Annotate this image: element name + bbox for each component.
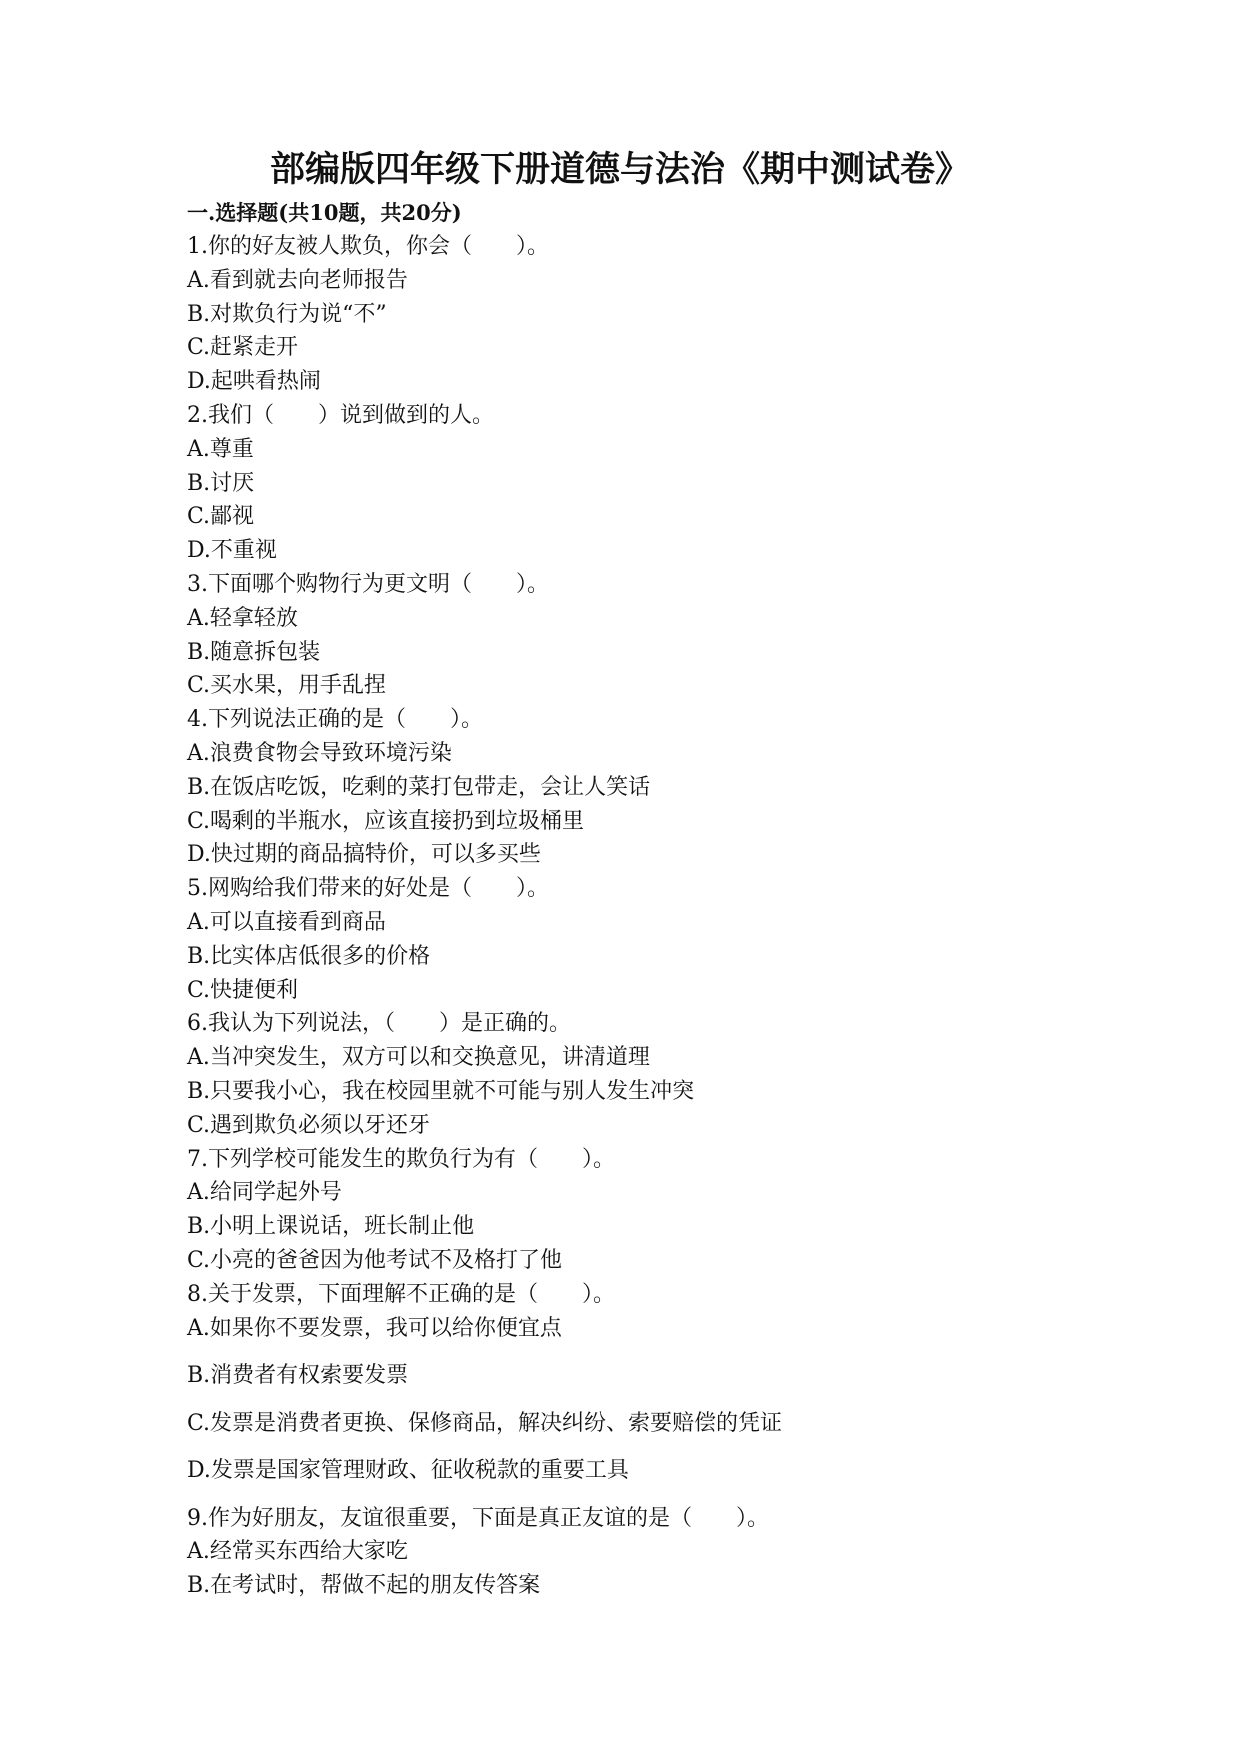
answer-option: B.在考试时，帮做不起的朋友传答案 <box>187 1573 541 1599</box>
section-heading: 一.选择题(共10题，共20分) <box>187 200 462 225</box>
question-stem: 3.下面哪个购物行为更文明（ ）。 <box>187 571 549 597</box>
answer-option: B.只要我小心，我在校园里就不可能与别人发生冲突 <box>187 1078 695 1104</box>
question-stem: 1.你的好友被人欺负，你会（ ）。 <box>187 234 549 259</box>
answer-option: C.遇到欺负必须以牙还牙 <box>187 1112 431 1138</box>
question-stem: 7.下列学校可能发生的欺负行为有（ ）。 <box>187 1146 615 1172</box>
answer-option: B.在饭店吃饭，吃剩的菜打包带走，会让人笑话 <box>187 774 651 800</box>
question-list <box>187 230 1187 1603</box>
answer-option: B.比实体店低很多的价格 <box>187 943 431 969</box>
answer-option: B.小明上课说话，班长制止他 <box>187 1214 475 1240</box>
answer-option: C.鄙视 <box>187 504 255 530</box>
answer-option: C.发票是消费者更换、保修商品，解决纠纷、索要赔偿的凭证 <box>187 1410 783 1436</box>
answer-option: C.小亮的爸爸因为他考试不及格打了他 <box>187 1247 563 1273</box>
question-stem: 8.关于发票，下面理解不正确的是（ ）。 <box>187 1281 615 1307</box>
answer-option: D.起哄看热闹 <box>187 369 321 395</box>
answer-option: A.浪费食物会导致环境污染 <box>187 740 452 766</box>
answer-option: A.经常买东西给大家吃 <box>187 1539 408 1565</box>
question-stem: 9.作为好朋友，友谊很重要，下面是真正友谊的是（ ）。 <box>187 1505 769 1531</box>
answer-option: D.快过期的商品搞特价，可以多买些 <box>187 842 541 868</box>
answer-option: B.消费者有权索要发票 <box>187 1363 409 1388</box>
question-stem: 4.下列说法正确的是（ ）。 <box>187 707 483 733</box>
answer-option: A.尊重 <box>187 436 254 462</box>
question-stem: 2.我们（ ）说到做到的人。 <box>187 402 494 428</box>
answer-option: A.如果你不要发票，我可以给你便宜点 <box>187 1315 562 1341</box>
answer-option: A.可以直接看到商品 <box>187 909 386 935</box>
answer-option: B.对欺负行为说“不” <box>187 301 387 327</box>
answer-option: A.轻拿轻放 <box>187 605 298 631</box>
question-stem: 5.网购给我们带来的好处是（ ）。 <box>187 876 549 902</box>
answer-option: A.看到就去向老师报告 <box>187 267 408 293</box>
answer-option: C.快捷便利 <box>187 977 299 1003</box>
answer-option: D.发票是国家管理财政、征收税款的重要工具 <box>187 1458 629 1483</box>
page-title: 部编版四年级下册道德与法治《期中测试卷》 <box>269 149 970 190</box>
answer-option: C.赶紧走开 <box>187 335 299 361</box>
question-stem: 6.我认为下列说法，（ ）是正确的。 <box>187 1011 571 1037</box>
answer-option: C.买水果，用手乱捏 <box>187 673 387 699</box>
answer-option: D.不重视 <box>187 538 277 564</box>
answer-option: B.讨厌 <box>187 470 255 496</box>
answer-option: A.当冲突发生，双方可以和交换意见，讲清道理 <box>187 1045 650 1071</box>
answer-option: B.随意拆包装 <box>187 639 321 665</box>
answer-option: A.给同学起外号 <box>187 1180 342 1206</box>
answer-option: C.喝剩的半瓶水，应该直接扔到垃圾桶里 <box>187 808 585 834</box>
